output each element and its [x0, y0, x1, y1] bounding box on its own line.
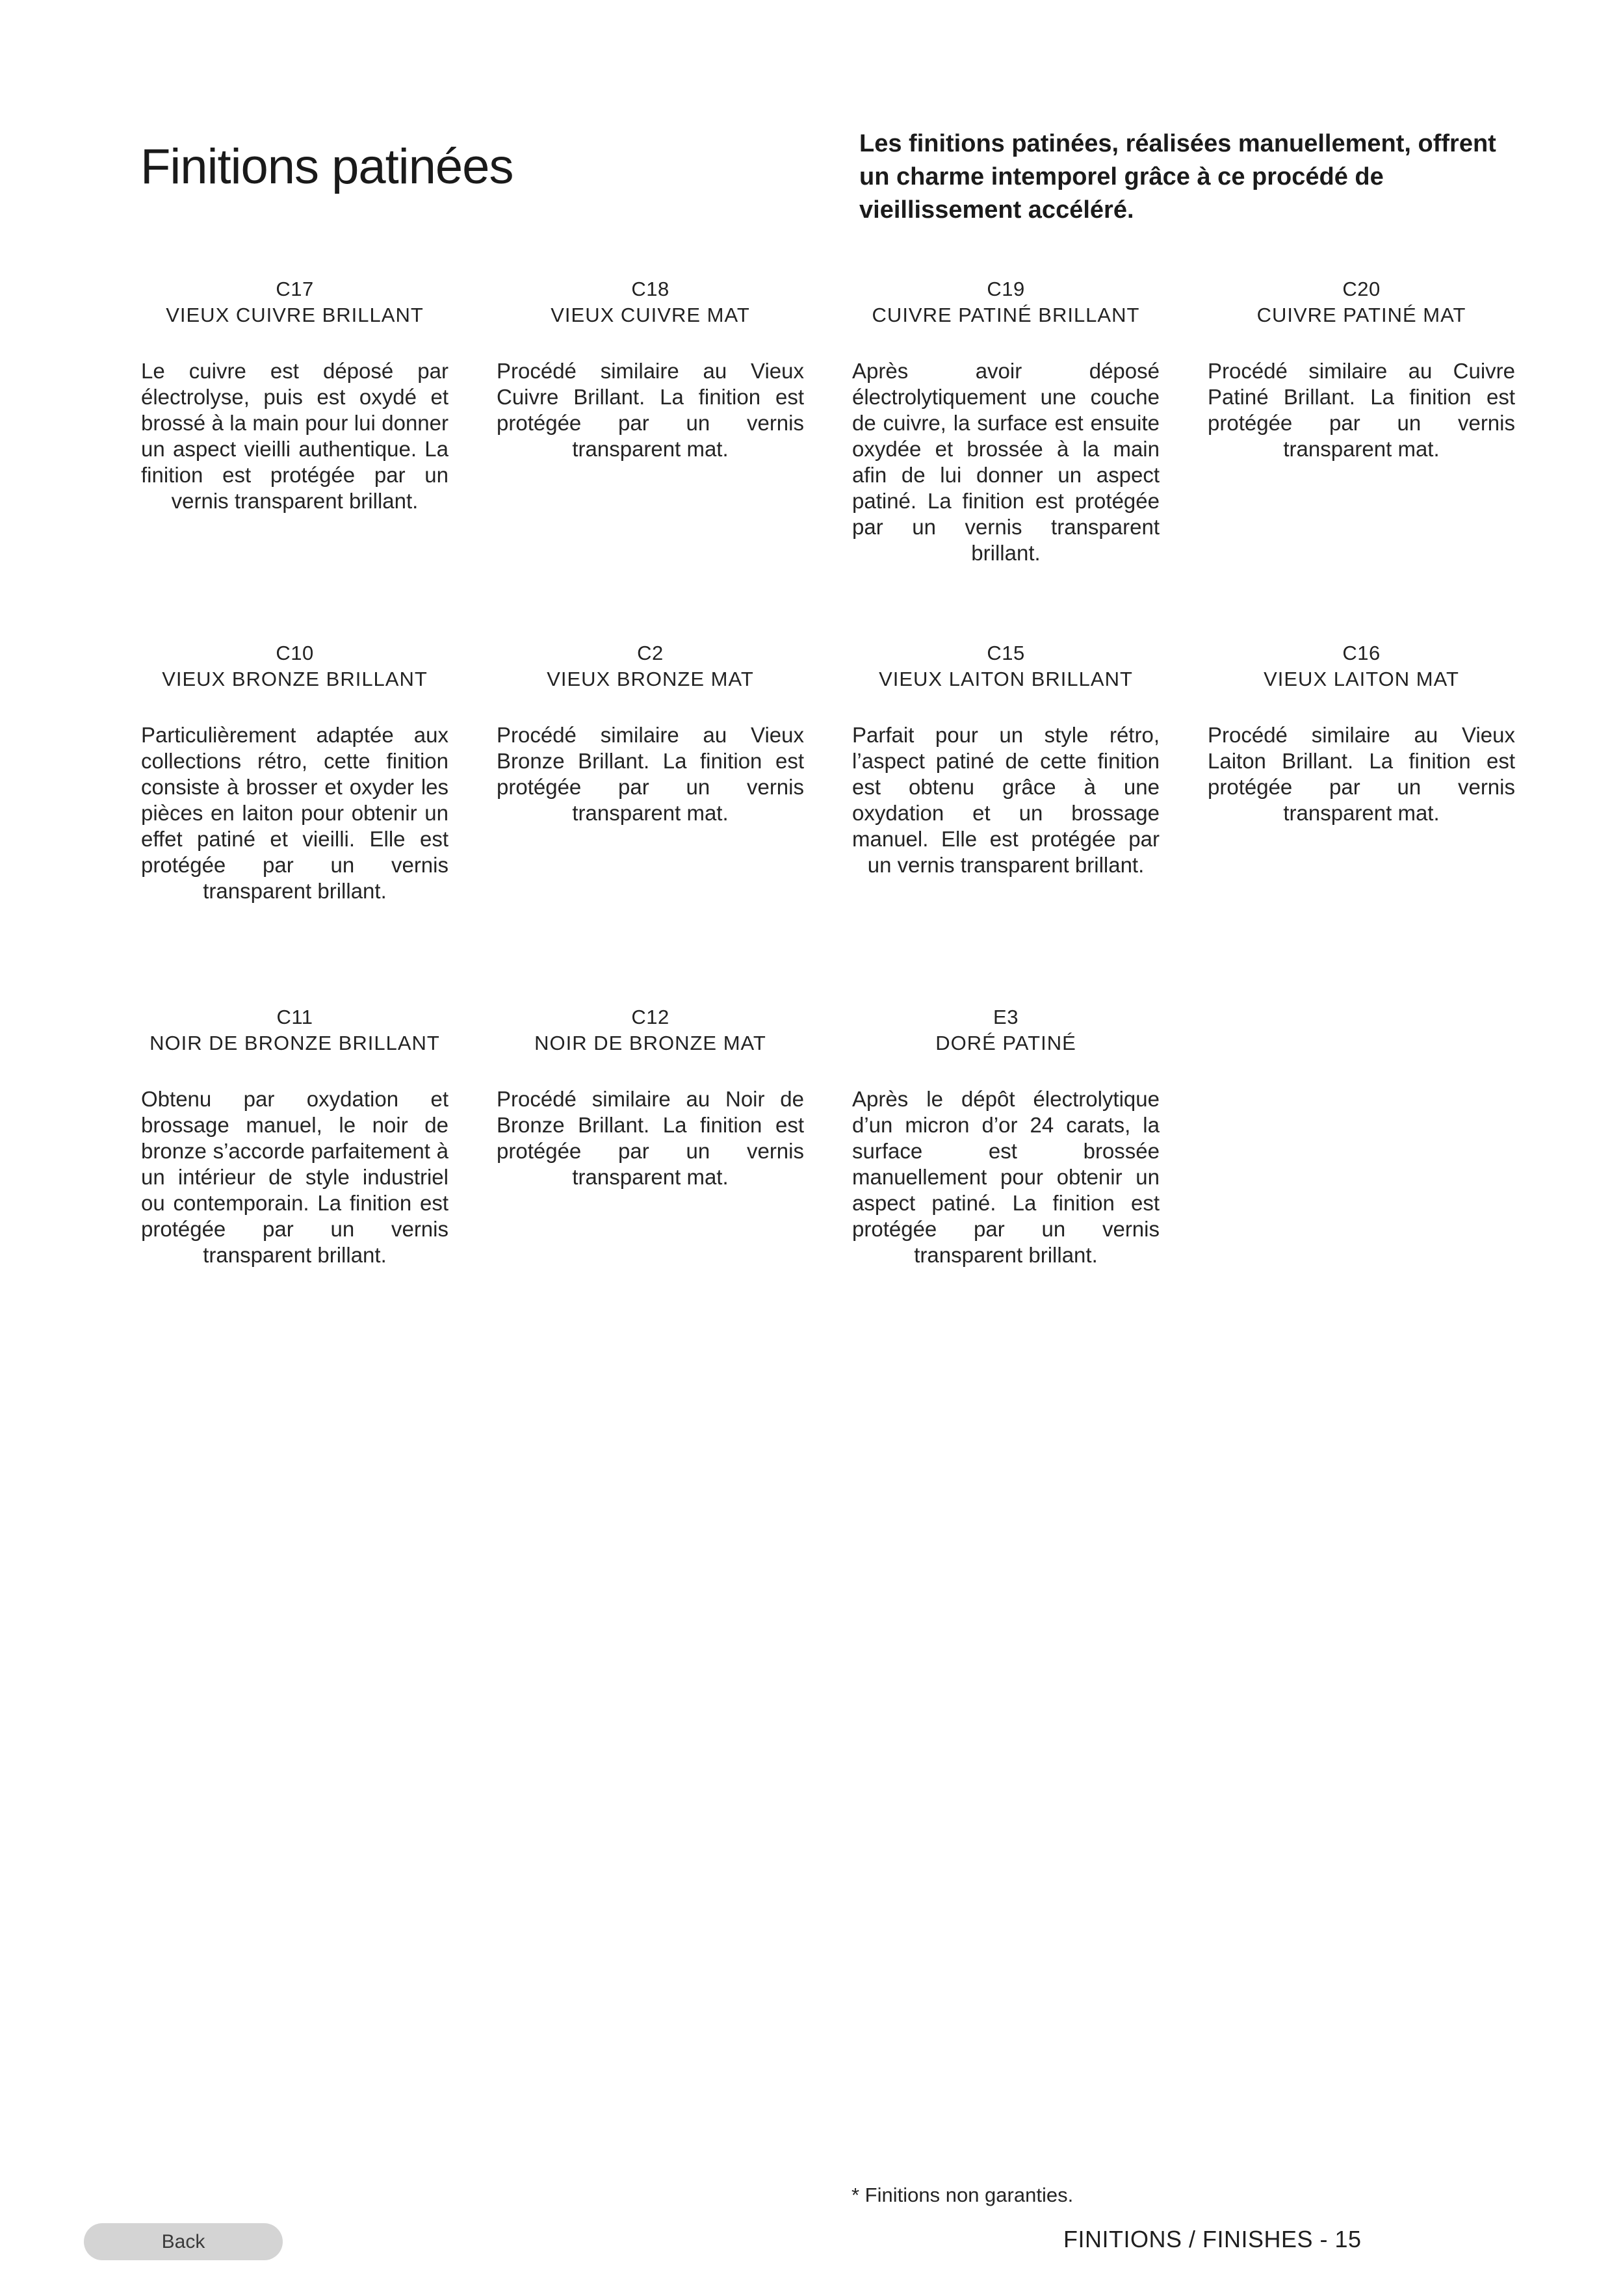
finish-name: VIEUX BRONZE MAT: [547, 668, 754, 690]
finish-code: C11: [276, 1006, 313, 1028]
finish-item-c12: [497, 1004, 804, 1190]
finish-description: Après avoir déposé électrolytiquement une couche de cuivre, la surface est ensuite oxydée et brossée à la main afin de lui donner un aspect patiné. La finition est protégée par un vernis transparent brillant.: [852, 359, 1160, 565]
finish-code: C16: [1342, 642, 1381, 664]
finish-item-c11: [141, 1004, 448, 1268]
finish-code: E3: [993, 1006, 1019, 1028]
finish-description: Procédé similaire au Vieux Cuivre Brillant. La finition est protégée par un vernis transparent mat.: [497, 359, 804, 461]
finish-item-e3: [852, 1004, 1160, 1268]
finish-code: C12: [631, 1006, 669, 1028]
finish-name: VIEUX CUIVRE MAT: [551, 304, 750, 326]
finish-item-c20: [1208, 276, 1515, 462]
finish-description: Procédé similaire au Vieux Laiton Brillant. La finition est protégée par un vernis transparent mat.: [1208, 723, 1515, 825]
finish-name: NOIR DE BRONZE BRILLANT: [149, 1032, 440, 1054]
finish-item-c15: [852, 640, 1160, 878]
finish-description: Procédé similaire au Cuivre Patiné Brillant. La finition est protégée par un vernis transparent mat.: [1208, 359, 1515, 461]
finish-code: C20: [1342, 278, 1381, 300]
finish-description: Parfait pour un style rétro, l’aspect patiné de cette finition est obtenu grâce à une oxydation et un brossage manuel. Elle est protégée par un vernis transparent brillant.: [852, 723, 1160, 877]
finish-description: Le cuivre est déposé par électrolyse, puis est oxydé et brossé à la main pour lui donner un aspect vieilli authentique. La finition est protégée par un vernis transparent brillant.: [141, 359, 448, 513]
finish-code: C2: [637, 642, 664, 664]
finish-name: VIEUX CUIVRE BRILLANT: [166, 304, 424, 326]
finish-item-c10: [141, 640, 448, 904]
finish-name: DORÉ PATINÉ: [935, 1032, 1076, 1054]
finish-code: C10: [276, 642, 314, 664]
finish-code: C19: [987, 278, 1025, 300]
page-title: Finitions patinées: [140, 138, 513, 194]
finish-item-c17: [141, 276, 448, 514]
finish-item-c18: [497, 276, 804, 462]
finish-description: Procédé similaire au Noir de Bronze Brillant. La finition est protégée par un vernis transparent mat.: [497, 1087, 804, 1189]
finish-description: Procédé similaire au Vieux Bronze Brillant. La finition est protégée par un vernis transparent mat.: [497, 723, 804, 825]
finish-name: VIEUX LAITON MAT: [1264, 668, 1459, 690]
finish-description: Obtenu par oxydation et brossage manuel, le noir de bronze s’accorde parfaitement à un intérieur de style industriel ou contemporain. La finition est protégée par un vernis transparent brillant.: [141, 1087, 448, 1267]
finish-description: Particulièrement adaptée aux collections rétro, cette finition consiste à brosser et oxyder les pièces en laiton pour obtenir un effet patiné et vieilli. Elle est protégée par un vernis transparent brillant.: [141, 723, 448, 903]
finishes-grid: [141, 276, 1515, 1368]
finish-item-c19: [852, 276, 1160, 566]
finish-item-c2: [497, 640, 804, 826]
finish-description: Après le dépôt électrolytique d’un micron d’or 24 carats, la surface est brossée manuellement pour obtenir un aspect patiné. La finition est protégée par un vernis transparent brillant.: [852, 1087, 1160, 1267]
finish-name: CUIVRE PATINÉ BRILLANT: [872, 304, 1140, 326]
finish-name: CUIVRE PATINÉ MAT: [1256, 304, 1466, 326]
back-button[interactable]: Back: [84, 2223, 283, 2260]
finish-item-c16: [1208, 640, 1515, 826]
finish-code: C15: [987, 642, 1025, 664]
finish-code: C17: [276, 278, 314, 300]
finish-code: C18: [631, 278, 669, 300]
page-footer-label: FINITIONS / FINISHES - 15: [1063, 2226, 1362, 2252]
footnote: * Finitions non garanties.: [851, 2184, 1074, 2206]
finish-name: VIEUX LAITON BRILLANT: [879, 668, 1133, 690]
intro-text: Les finitions patinées, réalisées manuellement, offrent un charme intemporel grâce à ce procédé de vieillissement accéléré.: [859, 130, 1496, 224]
finish-name: VIEUX BRONZE BRILLANT: [162, 668, 428, 690]
finish-name: NOIR DE BRONZE MAT: [534, 1032, 766, 1054]
